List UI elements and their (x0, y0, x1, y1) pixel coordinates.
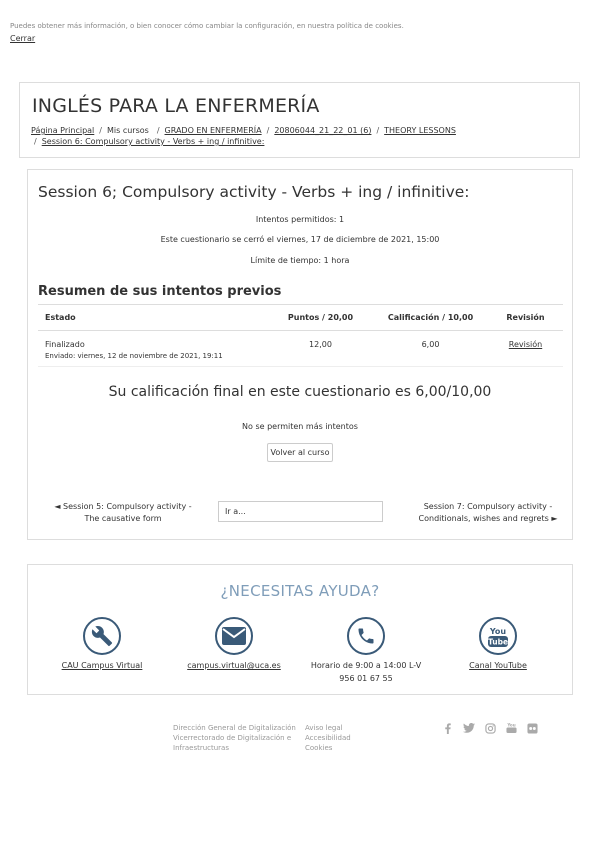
help-item-email (174, 617, 294, 672)
breadcrumb: Página Principal / Mis cursos / GRADO EN ENFERMERÍA / 20806044_21_22_01 (6) / THEORY LESSONS / Session 6: Compulsory activity - Verbs + ing / infinitive: (31, 126, 456, 146)
email-link[interactable]: campus.virtual@uca.es (187, 661, 281, 670)
twitter-icon[interactable] (463, 722, 475, 734)
breadcrumb-course[interactable]: 20806044_21_22_01 (6) (274, 126, 372, 135)
svg-text:You: You (489, 627, 507, 636)
help-item-youtube (438, 617, 558, 672)
social-links (442, 722, 538, 734)
cookie-close-link[interactable]: Cerrar (10, 34, 36, 43)
attempt-grade: 6,00 (373, 331, 488, 367)
youtube-icon (479, 617, 517, 655)
facebook-icon[interactable] (442, 722, 454, 734)
header-review: Revisión (488, 305, 563, 331)
attempts-table (38, 304, 563, 367)
table-row (38, 331, 563, 367)
attempt-points: 12,00 (268, 331, 373, 367)
envelope-icon (215, 617, 253, 655)
phone-number: 956 01 67 55 (339, 674, 393, 683)
footer-org-line: Infraestructuras (173, 744, 229, 752)
help-section (27, 564, 573, 695)
flickr-icon[interactable] (526, 722, 538, 734)
cau-link[interactable]: CAU Campus Virtual (61, 661, 143, 670)
footer-link-cookies[interactable]: Cookies (305, 744, 333, 752)
attempt-status-cell (38, 331, 268, 367)
quiz-title: Session 6; Compulsory activity - Verbs + ing / infinitive: (38, 183, 470, 201)
jump-to-select[interactable]: Ir a... (218, 501, 383, 522)
footer-link-legal[interactable]: Aviso legal (305, 724, 343, 732)
help-item-cau (42, 617, 162, 672)
svg-text:Tube: Tube (487, 637, 509, 647)
quiz-closed-info: Este cuestionario se cerró el viernes, 17 de diciembre de 2021, 15:00 (160, 235, 440, 244)
wrench-icon (83, 617, 121, 655)
breadcrumb-degree[interactable]: GRADO EN ENFERMERÍA (164, 126, 262, 135)
review-link[interactable]: Revisión (508, 340, 543, 349)
svg-text:You: You (506, 722, 516, 728)
quiz-main-region (27, 169, 573, 540)
footer-org-line: Vicerrectorado de Digitalización e (173, 734, 292, 742)
breadcrumb-section[interactable]: THEORY LESSONS (384, 126, 456, 135)
no-more-attempts: No se permiten más intentos (242, 422, 358, 431)
footer-org-line: Dirección General de Digitalización (173, 724, 296, 732)
header-grade: Calificación / 10,00 (373, 305, 488, 331)
help-title: ¿NECESITAS AYUDA? (220, 582, 380, 600)
breadcrumb-my-courses: Mis cursos (106, 126, 149, 135)
phone-icon (347, 617, 385, 655)
header-status: Estado (38, 305, 268, 331)
footer-links (305, 723, 351, 753)
footer-link-accessibility[interactable]: Accesibilidad (305, 734, 351, 742)
help-item-phone (306, 617, 426, 685)
instagram-icon[interactable] (484, 722, 496, 734)
table-header-row (38, 305, 563, 331)
breadcrumb-activity[interactable]: Session 6: Compulsory activity - Verbs + ing / infinitive: (41, 137, 265, 146)
footer-org (173, 723, 296, 753)
youtube-link[interactable]: Canal YouTube (469, 661, 527, 670)
next-activity-link[interactable]: Session 7: Compulsory activity - Conditionals, wishes and regrets ► (418, 502, 558, 523)
course-header (19, 82, 580, 158)
back-to-course-button[interactable]: Volver al curso (267, 443, 333, 462)
final-grade: Su calificación final en este cuestionario es 6,00/10,00 (108, 384, 492, 400)
time-limit: Límite de tiempo: 1 hora (250, 256, 350, 265)
phone-hours: Horario de 9:00 a 14:00 L-V (310, 661, 422, 670)
attempt-status: Finalizado (45, 340, 85, 349)
attempt-submitted: Enviado: viernes, 12 de noviembre de 2021, 19:11 (45, 352, 223, 360)
course-title: INGLÉS PARA LA ENFERMERÍA (32, 95, 320, 117)
summary-heading: Resumen de sus intentos previos (38, 284, 282, 299)
attempts-allowed: Intentos permitidos: 1 (255, 215, 345, 224)
youtube-small-icon[interactable] (505, 722, 517, 734)
prev-activity-link[interactable]: ◄ Session 5: Compulsory activity - The causative form (54, 502, 192, 523)
cookie-notice-text: Puedes obtener más información, o bien conocer cómo cambiar la configuración, en nuestra política de cookies. (10, 22, 404, 30)
header-points: Puntos / 20,00 (268, 305, 373, 331)
attempt-review-cell (488, 331, 563, 367)
breadcrumb-home[interactable]: Página Principal (31, 126, 95, 135)
